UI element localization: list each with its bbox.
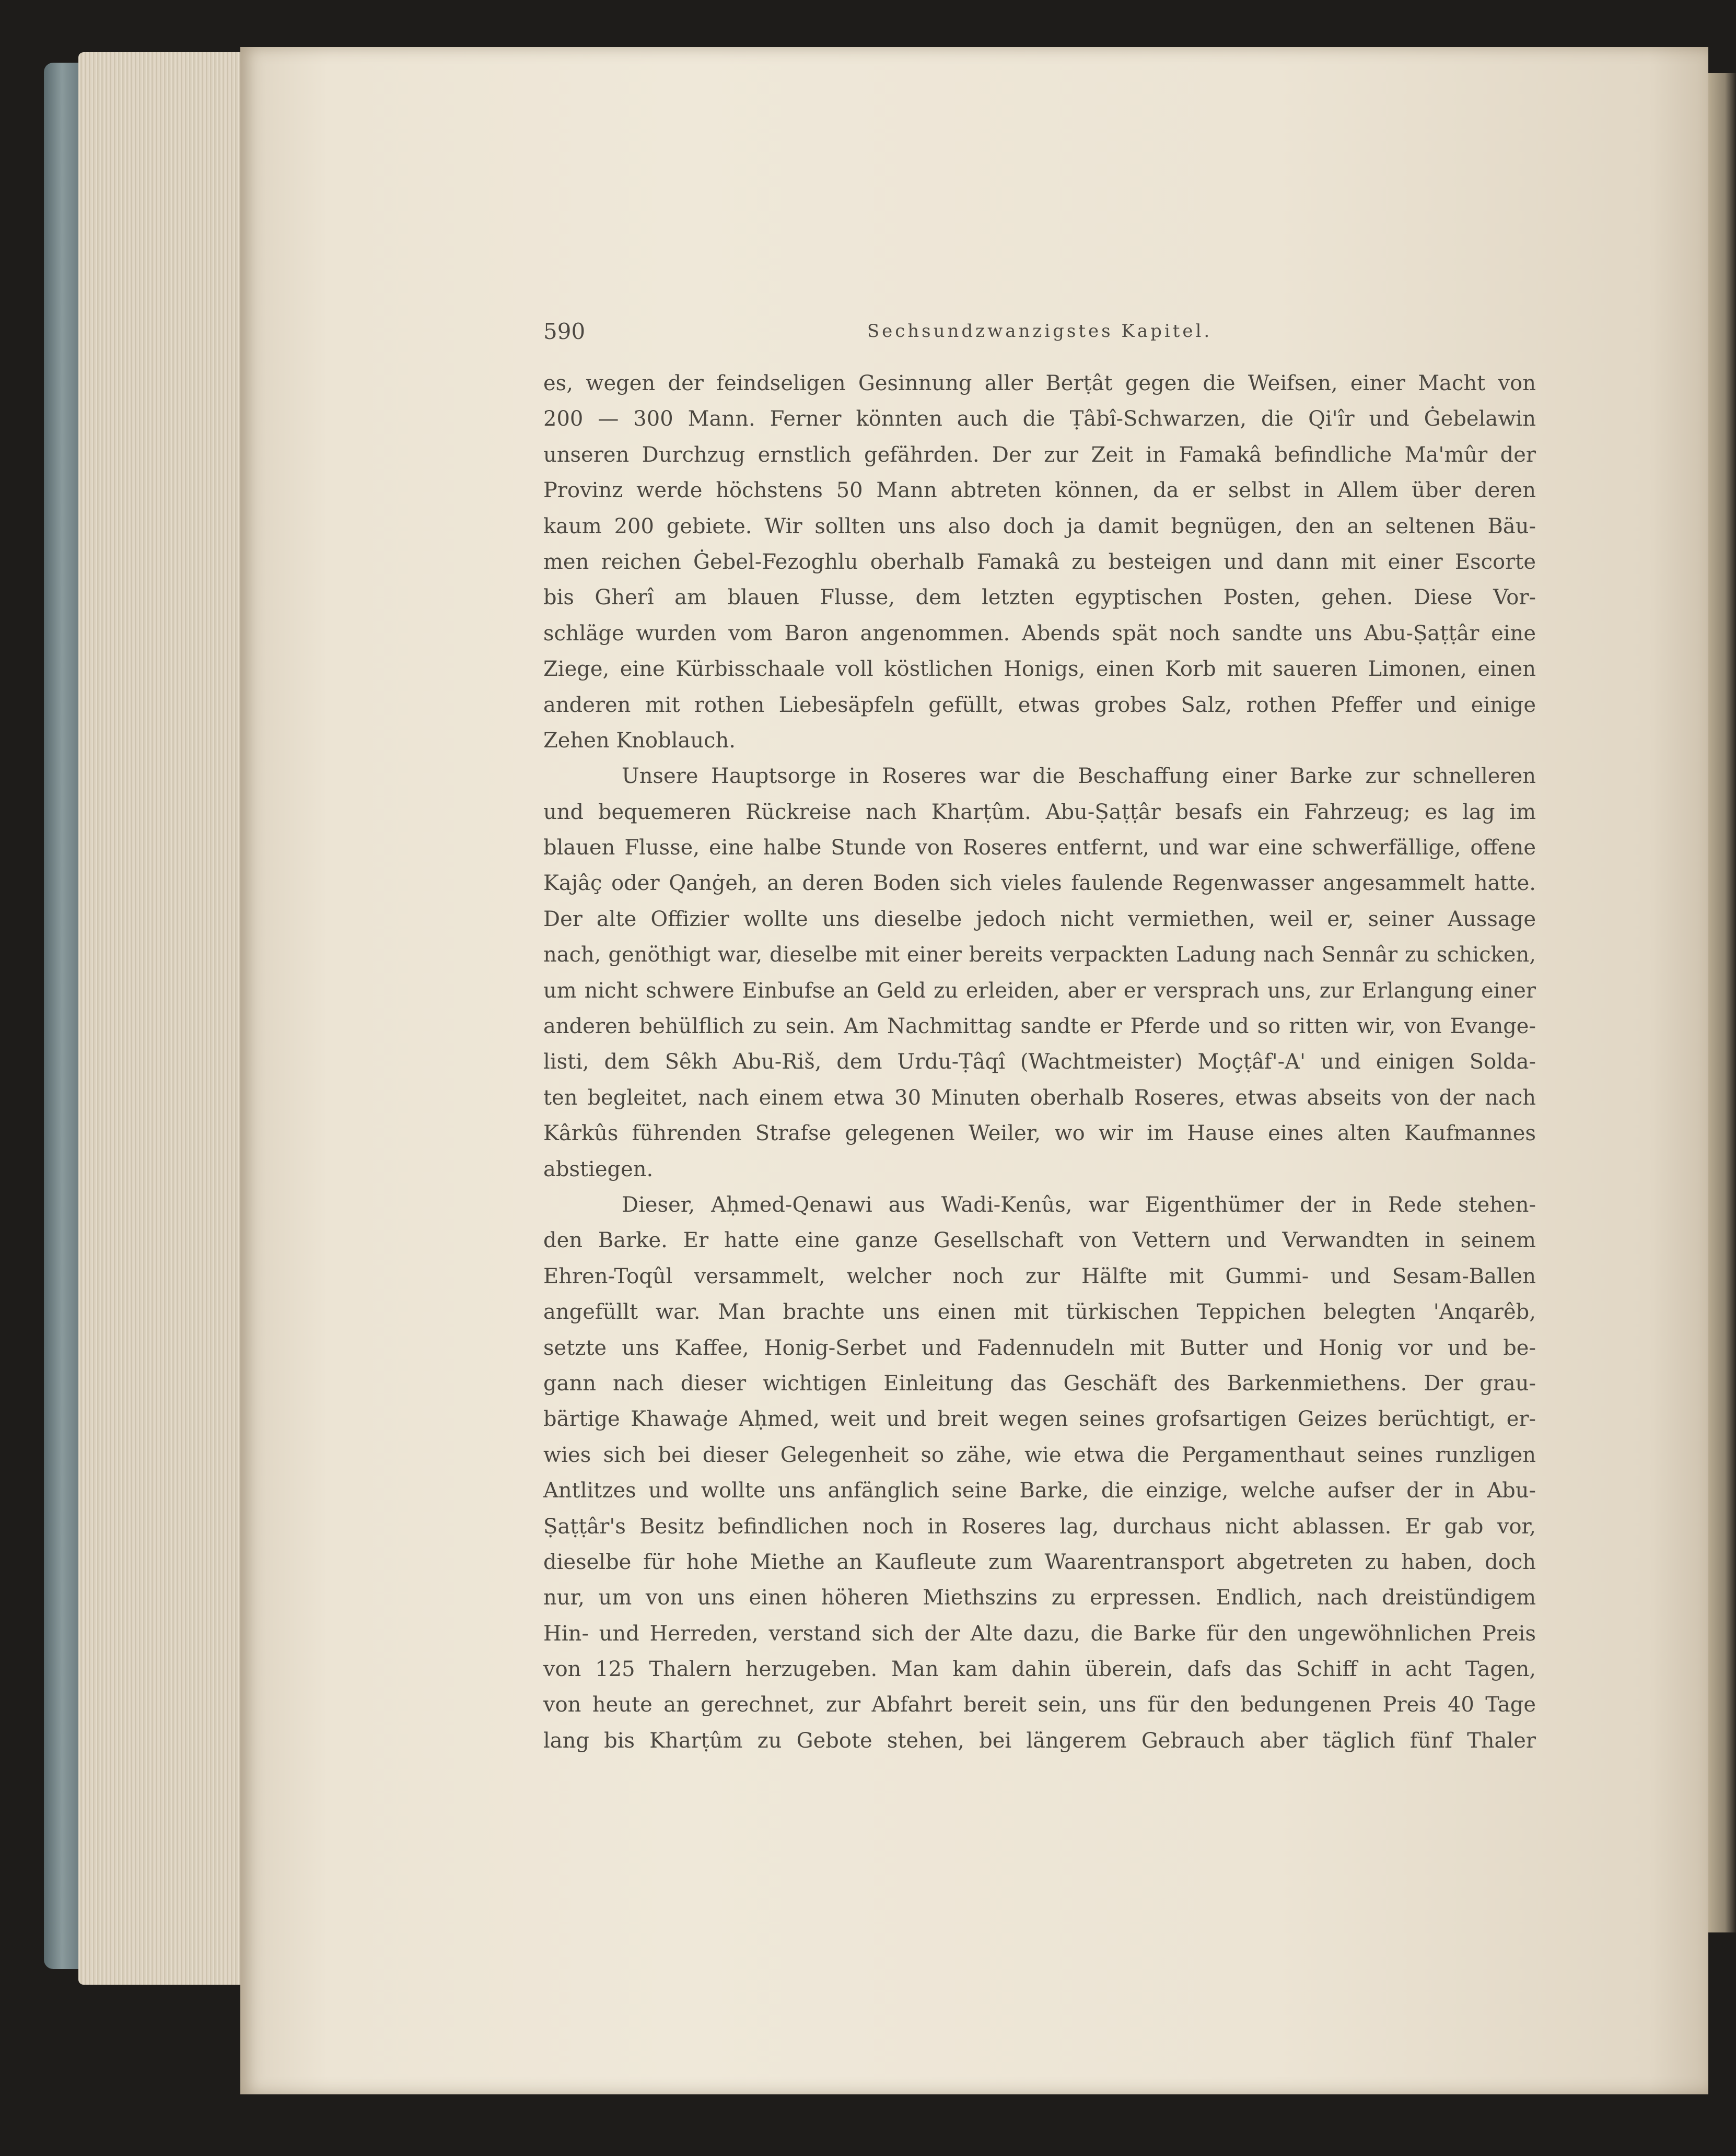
text-line: unseren Durchzug ernstlich gefährden. Der zur Zeit in Famakâ befindliche Ma'mûr der — [543, 442, 1536, 467]
page-header — [543, 319, 1536, 350]
running-title: Sechsundzwanzigstes Kapitel. — [867, 321, 1213, 342]
page-number: 590 — [543, 319, 586, 344]
facing-page-edge — [1708, 73, 1736, 1932]
text-line: Ehren-Toqûl versammelt, welcher noch zur Hälfte mit Gummi- und Sesam-Ballen — [543, 1264, 1536, 1288]
text-line: Unsere Hauptsorge in Roseres war die Beschaffung einer Barke zur schnelleren — [622, 764, 1536, 789]
text-line: Dieser, Aḥmed-Qenawi aus Wadi-Kenûs, war Eigenthümer der in Rede stehen- — [622, 1192, 1536, 1217]
text-line: von heute an gerechnet, zur Abfahrt bereit sein, uns für den bedungenen Preis 40 Tage — [543, 1693, 1536, 1717]
text-line: dieselbe für hohe Miethe an Kaufleute zum Waarentransport abgetreten zu haben, doch — [543, 1550, 1536, 1574]
text-line: abstiegen. — [543, 1157, 654, 1181]
text-line: anderen mit rothen Liebesäpfeln gefüllt, etwas grobes Salz, rothen Pfeffer und einige — [543, 693, 1536, 717]
text-line: Antlitzes und wollte uns anfänglich seine Barke, die einzige, welche aufser der in Abu- — [543, 1479, 1536, 1503]
text-line: lang bis Kharṭûm zu Gebote stehen, bei längerem Gebrauch aber täglich fünf Thaler — [543, 1728, 1536, 1753]
text-line: setzte uns Kaffee, Honig-Serbet und Fadennudeln mit Butter und Honig vor und be- — [543, 1335, 1536, 1360]
text-line: Ziege, eine Kürbisschaale voll köstlichen Honigs, einen Korb mit saueren Limonen, einen — [543, 657, 1536, 682]
page-edges — [78, 52, 251, 1985]
text-line: ten begleitet, nach einem etwa 30 Minuten oberhalb Roseres, etwas abseits von der nach — [543, 1085, 1536, 1110]
text-line: Hin- und Herreden, verstand sich der Alte dazu, die Barke für den ungewöhnlichen Preis — [543, 1621, 1536, 1646]
text-line: Zehen Knoblauch. — [543, 728, 736, 753]
text-line: wies sich bei dieser Gelegenheit so zähe, wie etwa die Pergamenthaut seines runzligen — [543, 1443, 1536, 1467]
text-line: Der alte Offizier wollte uns dieselbe jedoch nicht vermiethen, weil er, seiner Aussage — [543, 907, 1536, 931]
text-line: blauen Flusse, eine halbe Stunde von Roseres entfernt, und war eine schwerfällige, offene — [543, 836, 1536, 860]
text-line: schläge wurden vom Baron angenommen. Abends spät noch sandte uns Abu-Ṣaṭṭâr eine — [543, 621, 1536, 646]
text-line: nur, um von uns einen höheren Miethszins zu erpressen. Endlich, nach dreistündigem — [543, 1586, 1536, 1610]
text-line: bärtige Khawaġe Aḥmed, weit und breit wegen seines grofsartigen Geizes berüchtigt, er- — [543, 1407, 1536, 1432]
text-line: Kârkûs führenden Strafse gelegenen Weiler, wo wir im Hause eines alten Kaufmannes — [543, 1121, 1536, 1146]
text-line: Provinz werde höchstens 50 Mann abtreten können, da er selbst in Allem über deren — [543, 478, 1536, 503]
text-line: von 125 Thalern herzugeben. Man kam dahin überein, dafs das Schiff in acht Tagen, — [543, 1657, 1536, 1682]
text-line: listi, dem Sêkh Abu-Riš, dem Urdu-Ṭâqî (Wachtmeister) Moçṭâf'-A' und einigen Solda- — [543, 1050, 1536, 1074]
text-line: angefüllt war. Man brachte uns einen mit türkischen Teppichen belegten 'Anqarêb, — [543, 1300, 1536, 1325]
text-line: Kajâç oder Qanġeh, an deren Boden sich vieles faulende Regenwasser angesammelt hatte. — [543, 871, 1536, 896]
text-line: nach, genöthigt war, dieselbe mit einer bereits verpackten Ladung nach Sennâr zu schicken, — [543, 943, 1536, 967]
text-line: bis Gherî am blauen Flusse, dem letzten egyptischen Posten, gehen. Diese Vor- — [543, 585, 1536, 610]
text-line: und bequemeren Rückreise nach Kharṭûm. Abu-Ṣaṭṭâr besafs ein Fahrzeug; es lag im — [543, 800, 1536, 824]
body-text — [543, 366, 1536, 1759]
text-line: den Barke. Er hatte eine ganze Gesellschaft von Vettern und Verwandten in seinem — [543, 1228, 1536, 1253]
text-line: 200 — 300 Mann. Ferner könnten auch die Ṭâbî-Schwarzen, die Qi'îr und Ġebelawin — [543, 407, 1536, 431]
text-line: gann nach dieser wichtigen Einleitung das Geschäft des Barkenmiethens. Der grau- — [543, 1371, 1536, 1396]
text-line: anderen behülflich zu sein. Am Nachmittag sandte er Pferde und so ritten wir, von Evange- — [543, 1014, 1536, 1039]
text-line: es, wegen der feindseligen Gesinnung aller Berṭât gegen die Weifsen, einer Macht von — [543, 371, 1536, 395]
text-line: um nicht schwere Einbufse an Geld zu erleiden, aber er versprach uns, zur Erlangung einer — [543, 978, 1536, 1003]
text-line: Ṣaṭṭâr's Besitz befindlichen noch in Roseres lag, durchaus nicht ablassen. Er gab vor, — [543, 1514, 1536, 1539]
text-line: kaum 200 gebiete. Wir sollten uns also doch ja damit begnügen, den an seltenen Bäu- — [543, 514, 1536, 538]
text-line: men reichen Ġebel-Fezoghlu oberhalb Famakâ zu besteigen und dann mit einer Escorte — [543, 549, 1536, 574]
